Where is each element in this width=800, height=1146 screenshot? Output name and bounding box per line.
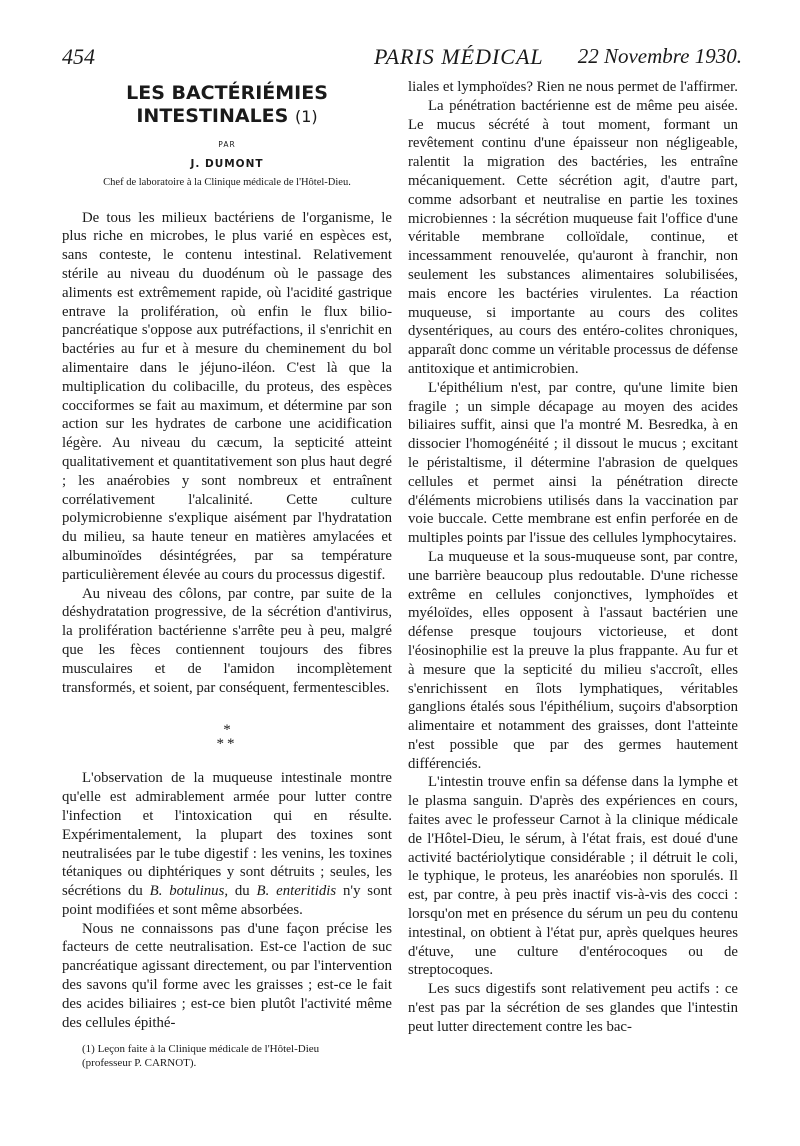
title-line-1: LES BACTÉRIÉMIES — [126, 82, 328, 104]
species-botulinus: B. botulinus — [149, 883, 225, 900]
left-column — [62, 78, 392, 1032]
paragraph-3-mid: , du — [224, 883, 250, 900]
title-footnote-ref: (1) — [294, 107, 318, 126]
title-line-2 — [62, 105, 392, 128]
paragraph-3-end: n'y sont point modifiées et sont même absorbées. — [62, 883, 392, 918]
asterism-top: * — [223, 722, 231, 739]
journal-title: PARIS MÉDICAL — [374, 44, 544, 69]
paragraph-5: La pénétration bactérienne est de même peu aisée. Le mucus sécrété à tout moment, formant un revêtement continu d'une épaisseur non négligeable, ralentit la migration des bactéries, les entraîne mécaniquement. Cette sécrétion agit, d'autre part, comme adsorbant et neutralise en partie les toxines microbiennes : la sécrétion muqueuse fait l'office d'une véritable membrane colloïdale, continue, et incessamment renouvelée, qu'auront à franchir, non seulement les substances alimentaires solubilisées, mais encore les bactéries virulentes. La réaction muqueuse, si importante au cours des colites dysentériques, au cours des entéro-colites chroniques, apparaît donc comme un véritable processus de défense antitoxique et antimicrobien. — [408, 97, 738, 377]
paragraph-7: La muqueuse et la sous-muqueuse sont, par contre, une barrière beaucoup plus redoutable. D'une richesse extrême en cellules conjonctives, lymphoïdes et myéloïdes, elles opposent à l'assaut bactérien une défense presque toujours victorieuse, et dont l'éosinophilie est la preuve la plus frappante. Au fur et à mesure que la septicité du milieu s'accroît, elles s'enrichissent en îlots lymphatiques, véritables ganglions étalés sous l'épithélium, suçoirs d'absorption alimentaire et notamment des graisses, dont l'atteinte n'est possible que par des germes hautement différenciés. — [408, 548, 738, 772]
title-line-2-text: INTESTINALES — [136, 105, 289, 127]
paragraph-4: Nous ne connaissons pas d'une façon précise les facteurs de cette neutralisation. Est-ce l'action de suc pancréatique agissant directement, ou par l'intervention des savons qu'il forme avec les graisses ; est-ce le fait des acides biliaires ; est-ce bien plutôt l'activité même des cellules épithé- — [62, 920, 392, 1031]
author-name: J. DUMONT — [190, 157, 264, 170]
byline-par: PAR — [218, 140, 236, 149]
footnote-line-2: (professeur P. CARNOT). — [82, 1057, 197, 1069]
paragraph-1: De tous les milieux bactériens de l'organisme, le plus riche en microbes, le plus varié en espèces est, sans conteste, le contenu intestinal. Relativement stérile au niveau du duodénum où le passage des aliments est extrêmement rapide, où l'acidité gastrique entrave la prolifération, où enfin le flux bilio-pancréatique s'oppose aux putréfactions, il s'enrichit en bactéries au fur et à mesure du cheminement du bol alimentaire dans le jéjuno-iléon. C'est là que la multiplication du colibacille, du proteus, des espèces cocciformes se fait au maximum, et détermine par son action sur les hydrates de carbone une acidification légère. Au niveau du cæcum, la septicité atteint qualitativement et quantitativement son plus haut degré ; les anaérobies y sont nombreux et entraînent corrélativement l'alcalinité. Cette culture polymicrobienne s'explique aisément par l'hydratation du milieu, sa haute teneur en matières amylacées et albuminoïdes désintégrées, par sa température particulièrement élevée au cours du processus digestif. — [62, 209, 392, 583]
paragraph-4-continued: liales et lymphoïdes? Rien ne nous permet de l'affirmer. — [408, 79, 738, 95]
footnote-line-1: (1) Leçon faite à la Clinique médicale de l'Hôtel-Dieu — [82, 1043, 320, 1055]
paragraph-9: Les sucs digestifs sont relativement peu actifs : ce n'est pas par la sécrétion de ses glandes que l'intestin peut lutter directement contre les bac- — [408, 981, 738, 1035]
article-title — [62, 82, 392, 128]
right-column — [408, 78, 738, 1037]
paragraph-3-text: L'observation de la muqueuse intestinale montre qu'elle est admirablement armée pour lutter contre l'infection et l'intoxication qui en résulte. Expérimentalement, la plupart des toxines sont neutralisées par le tube digestif : les venins, les toxines tétaniques ou diphtériques y sont détruits ; seules, les sécrétions du — [62, 770, 392, 900]
species-enteritidis: B. enteritidis — [256, 883, 337, 900]
author-affiliation: Chef de laboratoire à la Clinique médicale de l'Hôtel-Dieu. — [103, 176, 351, 188]
paragraph-2: Au niveau des côlons, par contre, par suite de la déshydratation progressive, de la sécrétion d'antivirus, la prolifération bactérienne s'arrête peu à peu, malgré que les fèces contiennent toujours des fibres musculaires et de l'amidon incomplètement transformés, et soient, par conséquent, fermentescibles. — [62, 585, 392, 696]
issue-date: 22 Novembre 1930. — [577, 44, 742, 68]
asterism-bottom: ** — [216, 736, 238, 753]
running-header — [62, 44, 742, 80]
paragraph-3 — [62, 769, 392, 919]
footnote — [82, 1042, 392, 1070]
paragraph-8: L'intestin trouve enfin sa défense dans la lymphe et le plasma sanguin. D'après des expériences en cours, faites avec le professeur Carnot à la clinique médicale de l'Hôtel-Dieu, le sérum, à l'état frais, est doué d'une activité bactériolytique considérable ; il détruit le coli, le typhique, le proteus, les anaréobies non sporulés. Il est, par contre, à peu près inactif vis-à-vis des cocci : lorsqu'on met en présence du sérum un peu du contenu intestinal, on obtient à l'état pur, après quelques heures d'étuve, une culture d'entérocoques ou de streptocoques. — [408, 774, 738, 979]
section-separator-asterism — [62, 723, 392, 751]
paragraph-6: L'épithélium n'est, par contre, qu'une limite bien fragile ; un simple décapage au moyen des acides biliaires suffit, ainsi que l'a montré M. Besredka, à en dissocier l'homogénéité ; il dissout le mucus ; excitant le péristaltisme, il détermine l'abrasion de quelques cellules et permet ainsi la pénétration directe d'éléments microbiens utilisés dans la vaccination par voie buccale. Cette membrane est enfin perforée en de multiples points par l'issue des cellules lymphocytaires. — [408, 379, 738, 547]
page-number: 454 — [62, 44, 95, 69]
